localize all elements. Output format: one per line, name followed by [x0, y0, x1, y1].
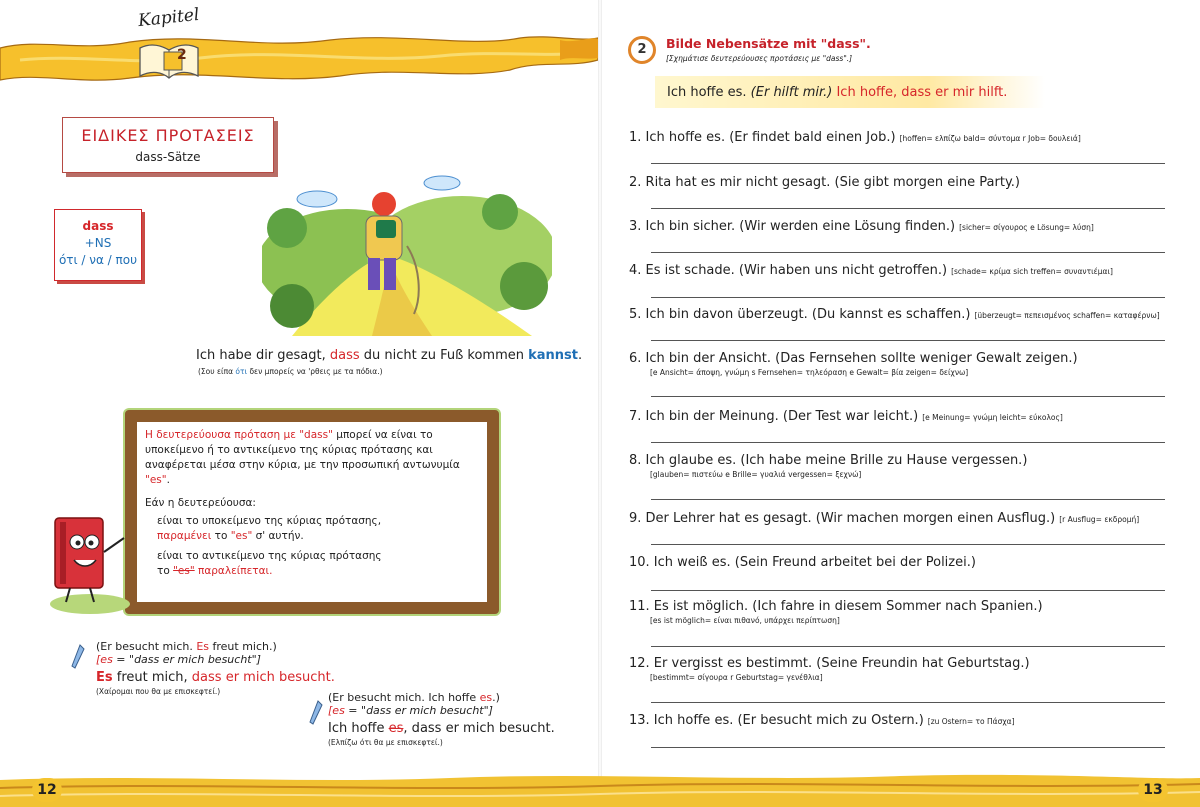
- example-b-l3-a: Ich hoffe: [328, 721, 389, 736]
- example-a-l1-a: (Er besucht mich.: [96, 640, 197, 653]
- book-mascot-illustration: [30, 508, 130, 616]
- exercise-item: [629, 219, 1169, 234]
- item-sentence: 8. Ich glaube es. (Ich habe meine Brille zu Hause vergessen.): [629, 453, 1028, 468]
- answer-line[interactable]: [651, 499, 1165, 500]
- item-gloss: [e Meinung= γνώμη leicht= εύκολος]: [922, 413, 1063, 422]
- example-a-l1-b: freut mich.): [209, 640, 277, 653]
- exercise-item: [629, 263, 1169, 278]
- example-b-line1: [328, 691, 555, 704]
- item-gloss: [glauben= πιστεύω e Brille= γυαλιά vergessen= ξεχνώ]: [650, 470, 862, 479]
- answer-line[interactable]: [651, 297, 1165, 298]
- example-b-l3-es: es: [388, 721, 404, 736]
- board-p6-red: παραλείπεται.: [194, 565, 273, 577]
- example-a-line2: [96, 653, 335, 666]
- example-a-l2-es: es: [100, 653, 113, 666]
- answer-line[interactable]: [651, 163, 1165, 164]
- main-sentence-part2: du nicht zu Fuß kommen: [359, 348, 529, 363]
- translation-part2: δεν μπορείς να 'ρθεις με τα πόδια.): [247, 367, 383, 376]
- board-paragraph-6: [157, 564, 481, 579]
- board-paragraph-2: Εάν η δευτερεύουσα:: [145, 497, 256, 509]
- open-book-icon: [136, 38, 202, 82]
- board-p1-red: Η δευτερεύουσα πρόταση με "dass": [145, 429, 333, 441]
- example-a-line1: [96, 640, 335, 653]
- rule-line-3: ότι / να / που: [58, 253, 138, 267]
- example-b-line2: [328, 704, 555, 717]
- example-a-line4: (Χαίρομαι που θα με επισκεφτεί.): [96, 687, 221, 696]
- board-p4-es: "es": [230, 530, 253, 542]
- board-paragraph-3: είναι το υποκείμενο της κύριας πρότασης,: [157, 515, 382, 527]
- example-b-l2-b: = "dass er mich besucht"]: [344, 704, 493, 717]
- answer-line[interactable]: [651, 208, 1165, 209]
- exercise-item: [629, 175, 1169, 190]
- book-spine: [598, 0, 602, 807]
- example-b-l1-es: es: [479, 691, 493, 704]
- exercise-item: [629, 599, 1169, 625]
- item-gloss: [r Ausflug= εκδρομή]: [1059, 515, 1140, 524]
- example-b-l3-b: , dass er mich besucht.: [403, 721, 555, 736]
- main-sentence-period: .: [578, 348, 583, 363]
- item-sentence: 11. Es ist möglich. (Ich fahre in diesem Sommer nach Spanien.): [629, 599, 1043, 614]
- exercise-item: [629, 713, 1169, 728]
- task-example-b: (Er hilft mir.): [746, 85, 833, 100]
- chapter-label: Kapitel: [137, 4, 201, 32]
- example-a-l3-es: Es: [96, 670, 113, 685]
- board-p4-mid: το: [211, 530, 231, 542]
- example-b-line3: [328, 721, 555, 736]
- dass-rule-box: [54, 209, 142, 281]
- main-sentence-translation: [198, 367, 383, 376]
- exercise-item: [629, 409, 1169, 424]
- footer-strip: [0, 772, 1200, 807]
- section-title: ΕΙΔΙΚΕΣ ΠΡΟΤΑΣΕΙΣ: [81, 126, 255, 145]
- exercise-item: [629, 656, 1169, 682]
- exercise-item: [629, 511, 1169, 526]
- example-b-l1-a: (Er besucht mich. Ich hoffe: [328, 691, 480, 704]
- exercise-item: [629, 307, 1169, 322]
- item-gloss: [schade= κρίμα sich treffen= συναντιέμαι]: [951, 267, 1113, 276]
- item-gloss: [hoffen= ελπίζω bald= σύντομα r Job= δουλειά]: [899, 134, 1081, 143]
- example-a-l3-red: dass er mich besucht.: [191, 670, 335, 685]
- exercise-item: [629, 555, 1169, 570]
- answer-line[interactable]: [651, 544, 1165, 545]
- main-sentence-kannst: kannst: [528, 348, 579, 363]
- pen-pointer-icon: [70, 644, 86, 670]
- board-paragraph-4: [157, 529, 481, 544]
- board-p1-rest: μπορεί να είναι το υποκείμενο ή το αντικείμενο της κύριας πρότασης και αναφέρεται μέσα στην κύρια, με την προσωπική αντωνυμία: [145, 429, 460, 471]
- example-b-l2-a: [: [328, 704, 333, 717]
- answer-line[interactable]: [651, 646, 1165, 647]
- item-sentence: 12. Er vergisst es bestimmt. (Seine Freundin hat Geburtstag.): [629, 656, 1030, 671]
- board-paragraph-5: είναι το αντικείμενο της κύριας πρότασης: [157, 550, 382, 562]
- rule-line-1: dass: [82, 219, 114, 233]
- board-p1-es: "es": [145, 474, 167, 486]
- answer-line[interactable]: [651, 702, 1165, 703]
- board-p6-es: "es": [173, 565, 195, 577]
- item-sentence: 5. Ich bin davon überzeugt. (Du kannst es schaffen.): [629, 307, 971, 322]
- item-gloss: [bestimmt= σίγουρα r Geburtstag= γενέθλια]: [650, 673, 823, 682]
- chapter-number: 2: [177, 47, 187, 63]
- example-a-l1-es: Es: [196, 640, 210, 653]
- exercise-item: [629, 453, 1169, 479]
- answer-line[interactable]: [651, 590, 1165, 591]
- item-sentence: 13. Ich hoffe es. (Er besucht mich zu Ostern.): [629, 713, 924, 728]
- item-gloss: [überzeugt= πεπεισμένος schaffen= καταφέρνω]: [974, 311, 1160, 320]
- example-b-l2-es: es: [332, 704, 345, 717]
- board-p1-end: .: [166, 474, 170, 486]
- translation-part1: (Σου είπα: [198, 367, 236, 376]
- task-title: Bilde Nebensätze mit "dass".: [666, 36, 871, 51]
- landscape-illustration: [262, 166, 552, 336]
- task-number: 2: [628, 36, 656, 64]
- answer-line[interactable]: [651, 252, 1165, 253]
- section-title-box: [62, 117, 274, 173]
- example-b: [328, 691, 555, 747]
- example-b-line4: (Ελπίζω ότι θα με επισκεφτεί.): [328, 738, 443, 747]
- exercise-item: [629, 351, 1169, 377]
- item-sentence: 3. Ich bin sicher. (Wir werden eine Lösung finden.): [629, 219, 956, 234]
- board-p6-to: το: [157, 565, 174, 577]
- task-example-c: Ich hoffe, dass er mir hilft.: [832, 85, 1008, 100]
- section-subtitle: dass-Sätze: [135, 150, 201, 164]
- task-example: [667, 85, 1007, 100]
- item-sentence: 2. Rita hat es mir nicht gesagt. (Sie gibt morgen eine Party.): [629, 175, 1020, 190]
- item-gloss: [e Ansicht= άποψη, γνώμη s Fernsehen= τηλεόραση e Gewalt= βία zeigen= δείχνω]: [650, 368, 969, 377]
- translation-oti: ότι: [235, 367, 248, 376]
- example-b-l1-b: .): [492, 691, 500, 704]
- item-sentence: 6. Ich bin der Ansicht. (Das Fernsehen sollte weniger Gewalt zeigen.): [629, 351, 1078, 366]
- board-paragraph-1: [145, 428, 481, 488]
- example-a-l2-b: = "dass er mich besucht"]: [112, 653, 261, 666]
- item-sentence: 9. Der Lehrer hat es gesagt. (Wir machen morgen einen Ausflug.): [629, 511, 1056, 526]
- item-sentence: 7. Ich bin der Meinung. (Der Test war leicht.): [629, 409, 919, 424]
- exercise-item: [629, 130, 1169, 145]
- example-a: [96, 640, 335, 696]
- pen-pointer-icon: [308, 700, 324, 726]
- item-sentence: 4. Es ist schade. (Wir haben uns nicht getroffen.): [629, 263, 948, 278]
- example-a-l3-a: freut mich,: [112, 670, 192, 685]
- item-sentence: 1. Ich hoffe es. (Er findet bald einen Job.): [629, 130, 896, 145]
- answer-line[interactable]: [651, 747, 1165, 748]
- board-p4-end: σ' αυτήν.: [252, 530, 304, 542]
- item-gloss: [sicher= σίγουρος e Lösung= λύση]: [959, 223, 1094, 232]
- main-sentence-dass: dass: [329, 348, 360, 363]
- page-number-right: 13: [1138, 778, 1168, 802]
- chapter-banner: [0, 30, 600, 85]
- item-sentence: 10. Ich weiß es. (Sein Freund arbeitet bei der Polizei.): [629, 555, 976, 570]
- rule-line-2: +NS: [84, 236, 112, 250]
- item-gloss: [zu Ostern= το Πάσχα]: [927, 717, 1015, 726]
- main-sentence-part1: Ich habe dir gesagt,: [196, 348, 330, 363]
- answer-line[interactable]: [651, 396, 1165, 397]
- answer-line[interactable]: [651, 442, 1165, 443]
- example-a-l2-a: [: [96, 653, 101, 666]
- page-number-left: 12: [32, 778, 62, 802]
- example-a-line3: [96, 670, 335, 685]
- task-subtitle: [Σχημάτισε δευτερεύουσες προτάσεις με "dass".]: [666, 54, 853, 63]
- item-gloss: [es ist möglich= είναι πιθανό, υπάρχει περίπτωση]: [650, 616, 840, 625]
- board-p4-red: παραμένει: [157, 530, 212, 542]
- explanation-board: [125, 410, 499, 614]
- main-example-sentence: [196, 348, 582, 363]
- task-example-a: Ich hoffe es.: [667, 85, 747, 100]
- answer-line[interactable]: [651, 340, 1165, 341]
